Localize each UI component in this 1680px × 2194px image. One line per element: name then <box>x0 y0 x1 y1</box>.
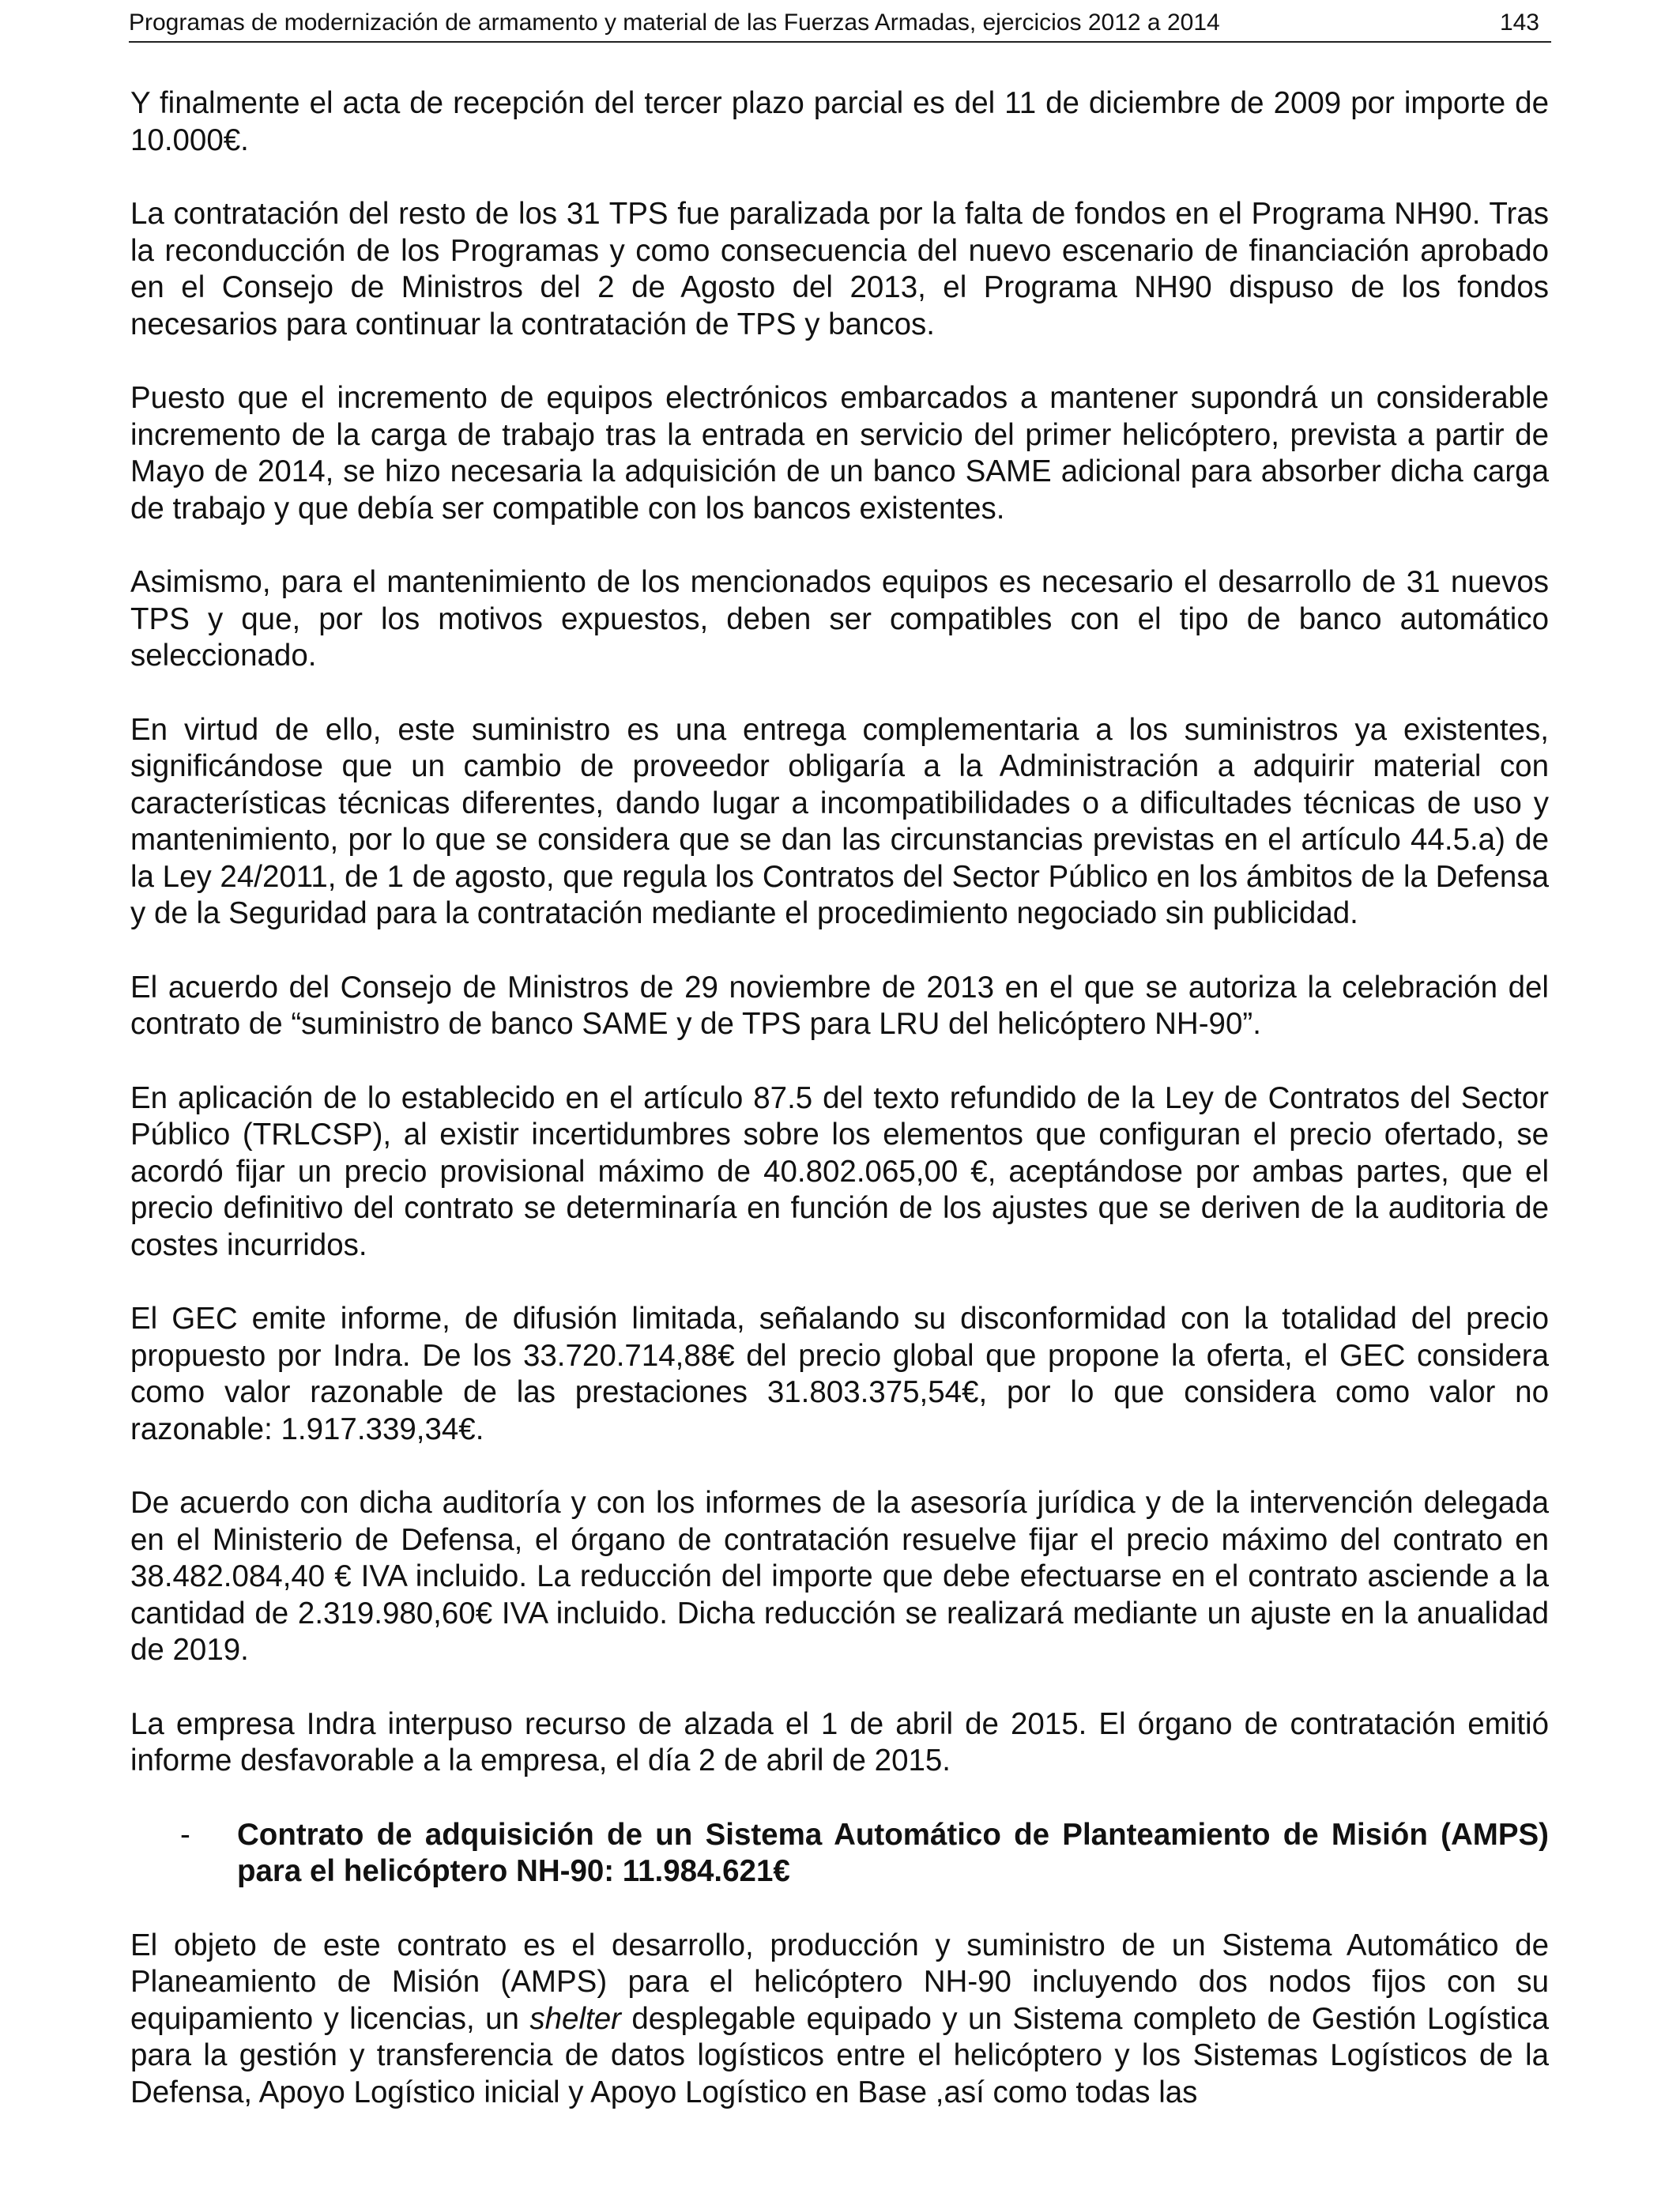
paragraph-text: El objeto de este contrato es el desarrollo, producción y suministro de un Sistema Automático de Planeamiento de Misión (AMPS) para el helicóptero NH-90 incluyendo dos nodos fijos con su equipamiento y licencias, un <box>130 1928 1549 2036</box>
paragraph-text: desplegable equipado y un Sistema completo de Gestión Logística para la gestión y transferencia de datos logísticos entre el helicóptero y los Sistemas Logísticos de la Defensa, Apoyo Logístico inicial y Apoyo Logístico en Base ,así como todas las <box>130 2001 1549 2109</box>
paragraph: Puesto que el incremento de equipos electrónicos embarcados a mantener supondrá un considerable incremento de la carga de trabajo tras la entrada en servicio del primer helicóptero, prevista a partir de Mayo de 2014, se hizo necesaria la adquisición de un banco SAME adicional para absorber dicha carga de trabajo y que debía ser compatible con los bancos existentes. <box>130 381 1549 526</box>
document-body <box>130 85 1549 2111</box>
paragraph: La empresa Indra interpuso recurso de alzada el 1 de abril de 2015. El órgano de contratación emitió informe desfavorable a la empresa, el día 2 de abril de 2015. <box>130 1706 1549 1777</box>
italic-term: shelter <box>529 2001 621 2036</box>
paragraph <box>130 1928 1549 2112</box>
paragraph: De acuerdo con dicha auditoría y con los informes de la asesoría jurídica y de la intervención delegada en el Ministerio de Defensa, el órgano de contratación resuelve fijar el precio máximo del contrato en 38.482.084,40 € IVA incluido. La reducción del importe que debe efectuarse en el contrato asciende a la cantidad de 2.319.980,60€ IVA incluido. Dicha reducción se realizará mediante un ajuste en la anualidad de 2019. <box>130 1486 1549 1667</box>
bullet-marker: - <box>180 1817 190 1852</box>
page-header <box>129 5 1551 43</box>
contract-heading: Contrato de adquisición de un Sistema Automático de Planteamiento de Misión (AMPS) para el helicóptero NH-90: 11.984.621€ <box>237 1817 1549 1888</box>
page-number: 143 <box>1499 9 1539 36</box>
paragraph: Asimismo, para el mantenimiento de los mencionados equipos es necesario el desarrollo de 31 nuevos TPS y que, por los motivos expuestos, deben ser compatibles con el tipo de banco automático seleccionado. <box>130 565 1549 673</box>
contract-heading-item <box>130 1817 1549 1891</box>
document-title: Programas de modernización de armamento y material de las Fuerzas Armadas, ejercicios 2012 a 2014 <box>129 9 1220 36</box>
paragraph: En virtud de ello, este suministro es una entrega complementaria a los suministros ya existentes, significándose que un cambio de proveedor obligaría a la Administración a adquirir material con características técnicas diferentes, dando lugar a incompatibilidades o a dificultades técnicas de uso y mantenimiento, por lo que se considera que se dan las circunstancias previstas en el artículo 44.5.a) de la Ley 24/2011, de 1 de agosto, que regula los Contratos del Sector Público en los ámbitos de la Defensa y de la Seguridad para la contratación mediante el procedimiento negociado sin publicidad. <box>130 712 1549 930</box>
paragraph: El GEC emite informe, de difusión limitada, señalando su disconformidad con la totalidad del precio propuesto por Indra. De los 33.720.714,88€ del precio global que propone la oferta, el GEC considera como valor razonable de las prestaciones 31.803.375,54€, por lo que considera como valor no razonable: 1.917.339,34€. <box>130 1302 1549 1446</box>
paragraph: Y finalmente el acta de recepción del tercer plazo parcial es del 11 de diciembre de 2009 por importe de 10.000€. <box>130 86 1549 157</box>
paragraph: La contratación del resto de los 31 TPS fue paralizada por la falta de fondos en el Programa NH90. Tras la reconducción de los Programas y como consecuencia del nuevo escenario de financiación aprobado en el Consejo de Ministros del 2 de Agosto del 2013, el Programa NH90 dispuso de los fondos necesarios para continuar la contratación de TPS y bancos. <box>130 197 1549 341</box>
paragraph: En aplicación de lo establecido en el artículo 87.5 del texto refundido de la Ley de Contratos del Sector Público (TRLCSP), al existir incertidumbres sobre los elementos que configuran el precio ofertado, se acordó fijar un precio provisional máximo de 40.802.065,00 €, aceptándose por ambas partes, que el precio definitivo del contrato se determinaría en función de los ajustes que se deriven de la auditoria de costes incurridos. <box>130 1080 1549 1262</box>
paragraph: El acuerdo del Consejo de Ministros de 29 noviembre de 2013 en el que se autoriza la celebración del contrato de “suministro de banco SAME y de TPS para LRU del helicóptero NH-90”. <box>130 970 1549 1041</box>
